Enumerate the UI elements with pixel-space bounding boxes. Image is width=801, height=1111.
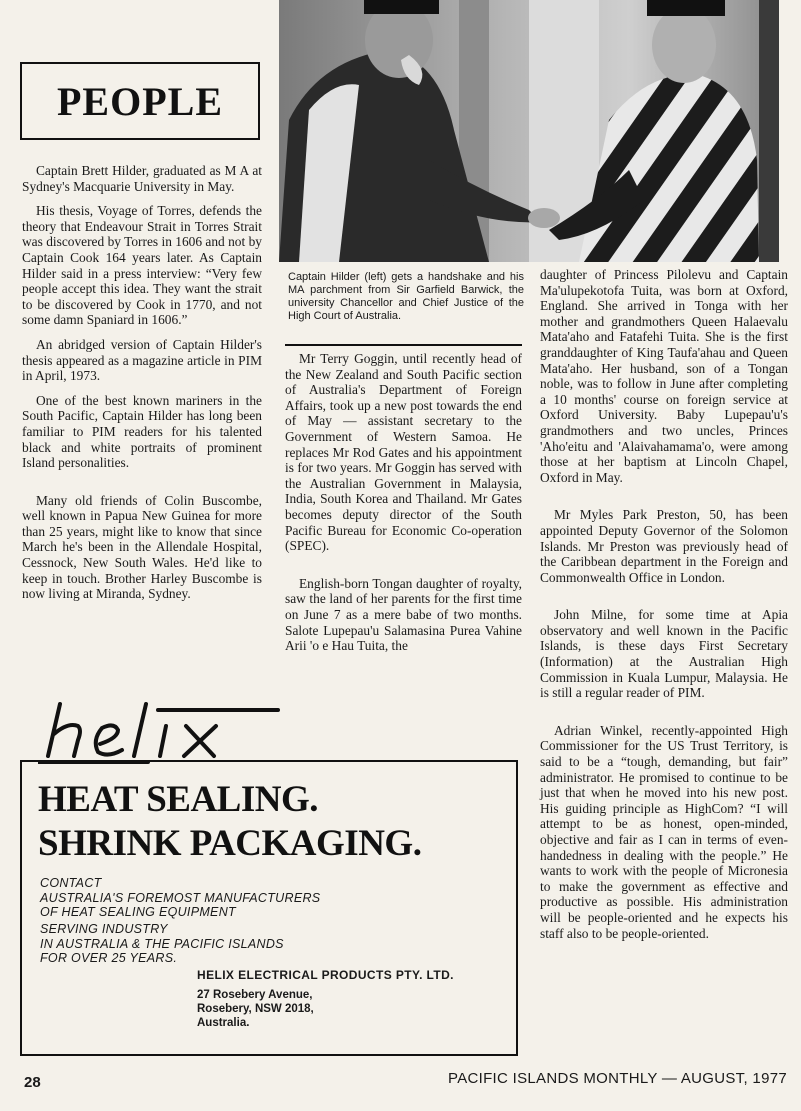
article-milne: John Milne, for some time at Apia observatory and well known in the Pacific Islands, is these days First Secretary (Information) at the Australian High Commission in Kuala Lumpur, Malaysia. He is still a regular reader of PIM. — [540, 607, 788, 701]
ad-company-name: HELIX ELECTRICAL PRODUCTS PTY. LTD. — [197, 968, 454, 982]
caption-divider — [285, 344, 522, 346]
ad-contact-line: CONTACT — [40, 876, 102, 890]
ad-serving-line: FOR OVER 25 YEARS. — [40, 951, 178, 965]
publication-footer: PACIFIC ISLANDS MONTHLY — AUGUST, 1977 — [448, 1070, 787, 1087]
column-2 — [285, 351, 522, 663]
column-1 — [22, 163, 262, 611]
page-number: 28 — [24, 1074, 41, 1091]
ad-headline-heat-sealing: HEAT SEALING. — [38, 779, 318, 820]
ad-serving-line: SERVING INDUSTRY — [40, 922, 168, 936]
ad-contact-block — [40, 876, 320, 920]
article-buscombe: Many old friends of Colin Buscombe, well known in Papua New Guinea for more than 25 years, might like to know that since March he's been in the Allendale Hospital, Cessnock, New South Wales. He'd like to keep in touch. Brother Harley Buscombe is now living at Miranda, Sydney. — [22, 492, 262, 602]
article-tongan-royalty: English-born Tongan daughter of royalty, saw the land of her parents for the first time on June 7 as a mere babe of two months. Salote Lupepau'u Salamasina Purea Vahine Arii 'o e Hau Tuita, the — [285, 575, 522, 654]
handshake-photo — [279, 0, 779, 262]
helix-logo — [38, 696, 288, 768]
ad-address — [197, 988, 314, 1030]
article-preston: Mr Myles Park Preston, 50, has been appointed Deputy Governor of the Solomon Islands. Mr Preston was previously head of the Caribbean department in the Foreign and Commonwealth Office in London. — [540, 507, 788, 585]
ad-serving-block — [40, 922, 284, 966]
article-hilder-mariner: One of the best known mariners in the South Pacific, Captain Hilder has long been familiar to PIM readers for his talented black and white portraits of prominent Island personalities. — [22, 392, 262, 471]
article-winkel: Adrian Winkel, recently-appointed High Commissioner for the US Trust Territory, is said to be a “tough, demanding, but fair” administrator. He promised to continue to be just that when he moved into his new post. His guiding principle as HighCom? “I will attempt to be as honest, open-minded, objective and fair as I can in terms of even-handedness in dealing with the people.” He wants to work with the people of Micronesia to make the government as effective and productive as possible. His administration will be people-oriented and he expects his staff also to be people-oriented. — [540, 722, 788, 941]
helix-advertisement — [20, 760, 518, 1056]
ad-address-line: Rosebery, NSW 2018, — [197, 1003, 314, 1015]
column-3 — [540, 267, 788, 950]
photo-caption: Captain Hilder (left) gets a handshake and his MA parchment from Sir Garfield Barwick, the university Chancellor and Chief Justice of the High Court of Australia. — [288, 271, 524, 322]
ad-address-line: Australia. — [197, 1017, 250, 1029]
ad-contact-line: AUSTRALIA'S FOREMOST MANUFACTURERS — [40, 890, 321, 905]
ad-serving-line: IN AUSTRALIA & THE PACIFIC ISLANDS — [40, 936, 284, 951]
ad-contact-line: OF HEAT SEALING EQUIPMENT — [40, 905, 236, 919]
section-title: PEOPLE — [56, 78, 224, 124]
ad-headline-shrink-packaging: SHRINK PACKAGING. — [38, 823, 422, 864]
article-hilder-intro: Captain Brett Hilder, graduated as M A at Sydney's Macquarie University in May. — [22, 163, 262, 194]
article-tongan-royalty-cont: daughter of Princess Pilolevu and Captain Ma'ulupekotofa Tuita, was born at Oxford, England. She arrived in Tonga with her mother and grandmothers Queen Halaevalu Mata'aho and Fatafehi Tuita. She is the first granddaughter of King Taufa'ahau and Queen Mata'aho. Her husband, son of a Tongan noble, was to follow in June after completing a 10 months' course on foreign service at Oxford University. Baby Lupepau'u's grandmothers and two uncles, Princes 'Aho'eitu and 'Alaivahamama'o, were among those at her baptism at Lincoln Chapel, Oxford in May. — [540, 267, 788, 485]
article-hilder-abridged: An abridged version of Captain Hilder's thesis appeared as a magazine article in PIM in April, 1973. — [22, 336, 262, 384]
section-header-box — [20, 62, 260, 140]
ad-address-line: 27 Rosebery Avenue, — [197, 989, 313, 1001]
article-hilder-thesis: His thesis, Voyage of Torres, defends the theory that Endeavour Strait in Torres Strait was discovered by Torres in 1606 and not by Captain Cook 164 years later. As Captain Hilder said in a press interview: “Very few people accept this idea. They want the strait to be discovered by Cook in 1770, and not some damn Spaniard in 1606.” — [22, 203, 262, 328]
article-goggin: Mr Terry Goggin, until recently head of the New Zealand and South Pacific section of Australia's Department of Foreign Affairs, took up a new post towards the end of May — assistant secretary to the Government of Western Samoa. He replaces Mr Rod Gates and his appointment is for two years. Mr Goggin has served with the Australian Government in Malaysia, India, South Korea and Thailand. Mr Gates becomes deputy director of the South Pacific Bureau for Economic Co-operation (SPEC). — [285, 351, 522, 554]
